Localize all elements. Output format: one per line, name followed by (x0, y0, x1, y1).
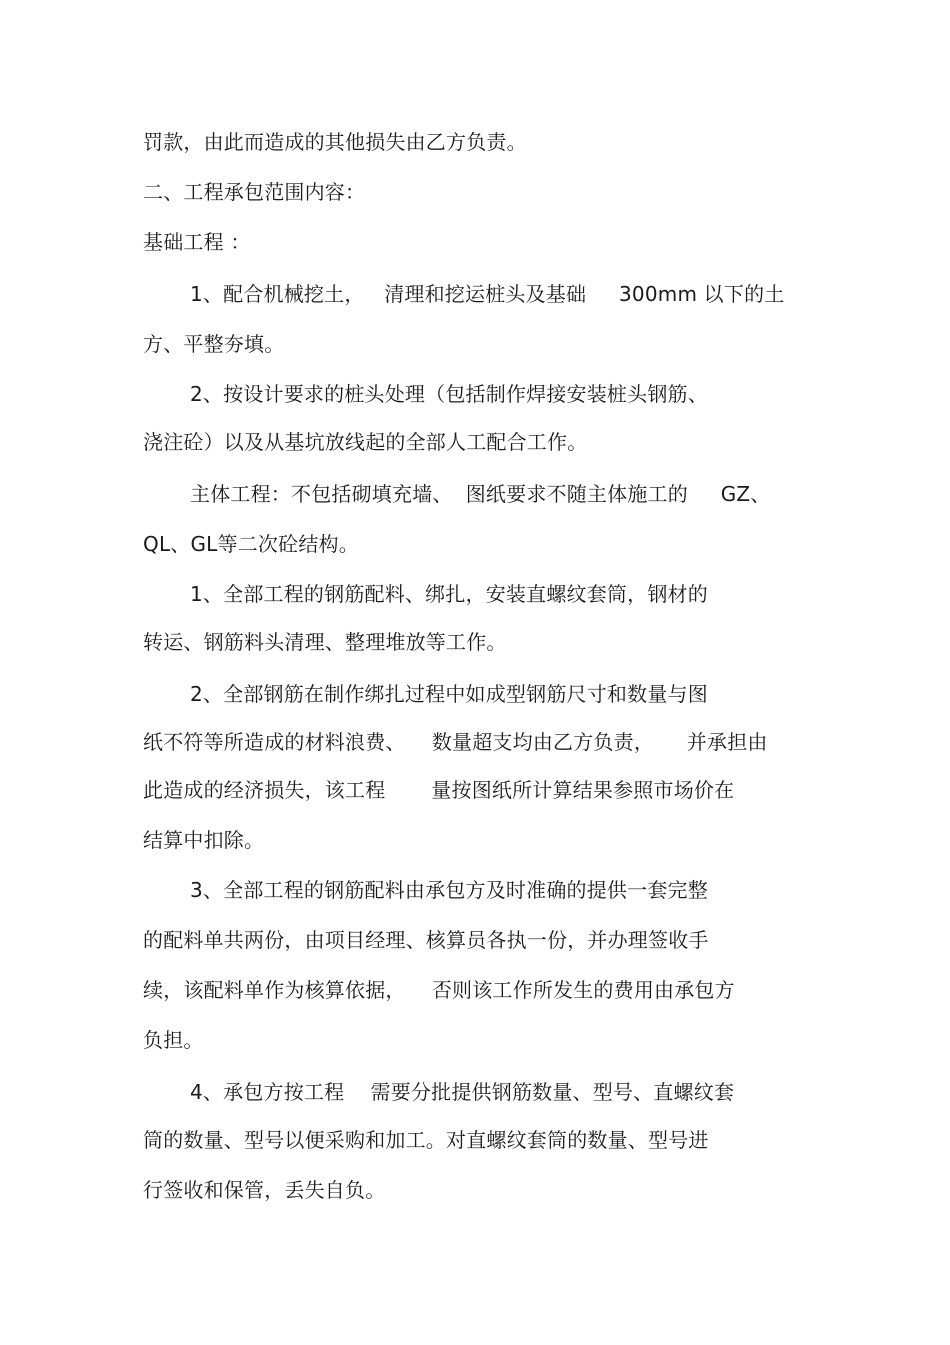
text-line: QL、GL等二次砼结构。 (143, 532, 359, 556)
text-line: 转运、钢筋料头清理、整理堆放等工作。 (143, 630, 507, 654)
text-line: 方、平整夯填。 (143, 332, 285, 356)
text-line: 浇注砼）以及从基坑放线起的全部人工配合工作。 (143, 430, 588, 454)
text-line: 1、配合机械挖土， 清理和挖运桩头及基础 300mm 以下的土 (190, 282, 785, 306)
text-line: 罚款，由此而造成的其他损失由乙方负责。 (143, 130, 527, 154)
text-line: 行签收和保管，丢失自负。 (143, 1178, 386, 1202)
subsection-heading: 基础工程 ： (143, 230, 251, 254)
text-line: 的配料单共两份，由项目经理、核算员各执一份，并办理签收手 (143, 928, 709, 952)
text-line: 1、全部工程的钢筋配料、绑扎，安装直螺纹套筒，钢材的 (190, 582, 708, 606)
text-line: 主体工程：不包括砌填充墙、 图纸要求不随主体施工的 GZ、 (190, 482, 771, 506)
text-line: 3、全部工程的钢筋配料由承包方及时准确的提供一套完整 (190, 878, 708, 902)
text-line: 续，该配料单作为核算依据， 否则该工作所发生的费用由承包方 (143, 978, 735, 1002)
section-heading: 二、工程承包范围内容： (143, 180, 366, 204)
text-line: 负担。 (143, 1028, 204, 1052)
text-line: 结算中扣除。 (143, 828, 265, 852)
text-line: 4、承包方按工程 需要分批提供钢筋数量、型号、直螺纹套 (190, 1080, 735, 1104)
text-line: 2、全部钢筋在制作绑扎过程中如成型钢筋尺寸和数量与图 (190, 682, 708, 706)
text-line: 筒的数量、型号以便采购和加工。对直螺纹套筒的数量、型号进 (143, 1128, 709, 1152)
text-line: 2、按设计要求的桩头处理（包括制作焊接安装桩头钢筋、 (190, 382, 708, 406)
text-line: 此造成的经济损失，该工程 量按图纸所计算结果参照市场价在 (143, 778, 735, 802)
text-line: 纸不符等所造成的材料浪费、 数量超支均由乙方负责， 并承担由 (143, 730, 768, 754)
